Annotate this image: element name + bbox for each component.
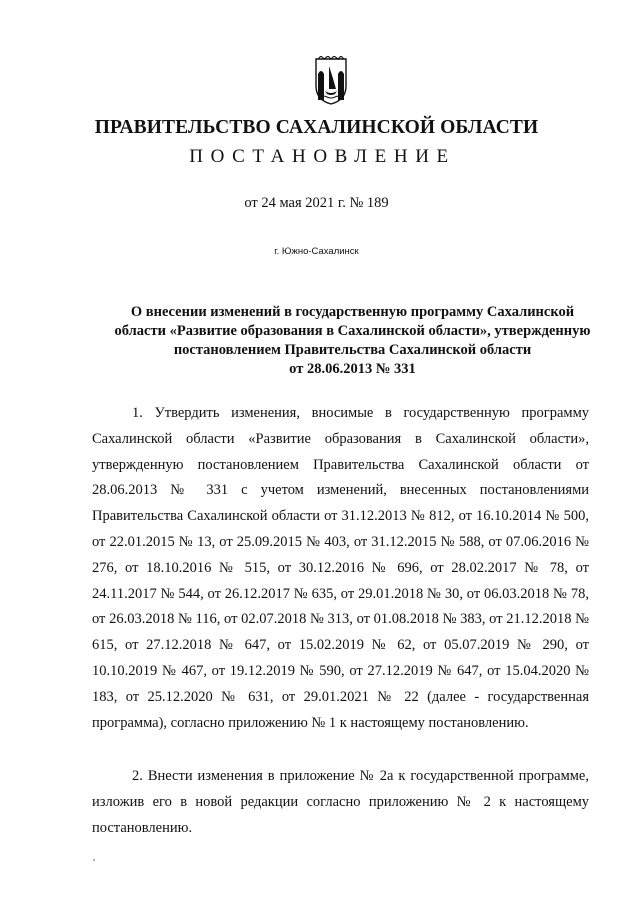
- subject-line: О внесении изменений в государственную программу Сахалинской: [130, 304, 575, 320]
- scan-speck: [93, 859, 95, 861]
- document-type: ПОСТАНОВЛЕНИЕ: [189, 146, 456, 167]
- subject-line: от 28.06.2013 № 331: [289, 361, 416, 377]
- coat-of-arms-graphic: [311, 56, 351, 106]
- document-city: г. Южно-Сахалинск: [274, 246, 359, 257]
- document-subject: [95, 303, 610, 379]
- coat-of-arms-icon: [311, 56, 351, 106]
- document-date-number: от 24 мая 2021 г. № 189: [244, 195, 389, 211]
- body-paragraph-2: 2. Внести изменения в приложение № 2а к государственной программе, изложив его в новой редакции согласно приложению № 2 к настоящему постановлению.: [92, 768, 589, 836]
- subject-line: области «Развитие образования в Сахалинской области», утвержденную: [114, 323, 591, 339]
- government-title: ПРАВИТЕЛЬСТВО САХАЛИНСКОЙ ОБЛАСТИ: [94, 117, 539, 138]
- subject-line: постановлением Правительства Сахалинской области: [173, 342, 532, 358]
- body-paragraph-1: 1. Утвердить изменения, вносимые в государственную программу Сахалинской области «Развитие образования в Сахалинской области», утвержденную постановлением Правительства Сахалинской области от 28.06.2013 № 331 с учетом изменений, внесенных постановлениями Правительства Сахалинской области от 31.12.2013 № 812, от 16.10.2014 № 500, от 22.01.2015 № 13, от 25.09.2015 № 403, от 31.12.2015 № 588, от 07.06.2016 № 276, от 18.10.2016 № 515, от 30.12.2016 № 696, от 28.02.2017 № 78, от 24.11.2017 № 544, от 26.12.2017 № 635, от 29.01.2018 № 30, от 06.03.2018 № 78, от 26.03.2018 № 116, от 02.07.2018 № 313, от 01.08.2018 № 383, от 21.12.2018 № 615, от 27.12.2018 № 647, от 15.02.2019 № 62, от 05.07.2019 № 290, от 10.10.2019 № 467, от 19.12.2019 № 590, от 27.12.2019 № 647, от 15.04.2020 № 183, от 25.12.2020 № 631, от 29.01.2021 № 22 (далее - государственная программа), согласно приложению № 1 к настоящему постановлению.: [92, 405, 589, 731]
